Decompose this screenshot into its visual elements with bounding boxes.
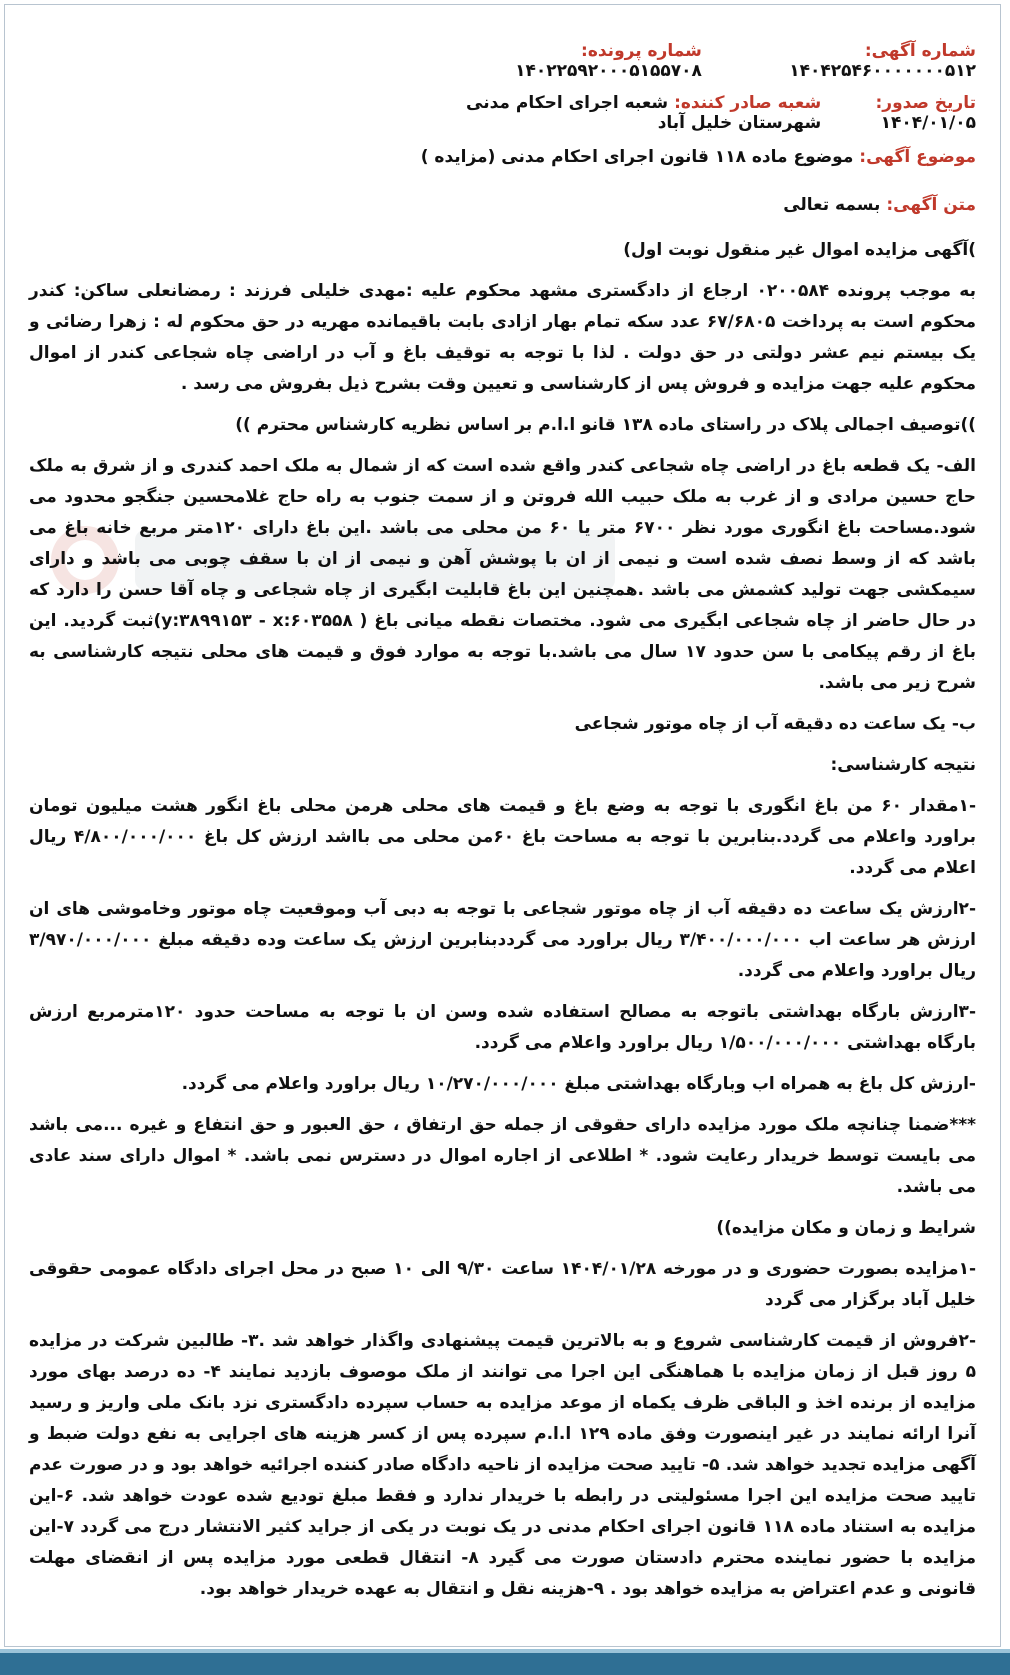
- paragraph-expert-title: نتیجه کارشناسی:: [830, 755, 976, 775]
- issue-date-label: تاریخ صدور:: [875, 93, 976, 113]
- text-label: متن آگهی:: [886, 195, 976, 215]
- paragraph-description-title: ))توصیف اجمالی پلاک در راستای ماده ۱۳۸ قانو ا.ا.م بر اساس نظریه کارشناس محترم )): [235, 415, 976, 435]
- paragraph-item-b: ب- یک ساعت ده دقیقه آب از چاه موتور شجاعی: [574, 714, 976, 734]
- bottom-bar: [0, 1649, 1010, 1675]
- file-number-value: ۱۴۰۲۲۵۹۲۰۰۰۵۱۵۵۷۰۸: [515, 61, 702, 81]
- paragraph-expert-3: -۳ارزش بارگاه بهداشتی باتوجه به مصالح استفاده شده وسن ان با توجه به مساحت حدود ۱۲۰مترمربع ارزش بارگاه بهداشتی ۱/۵۰۰/۰۰۰/۰۰۰ ریال براورد واعلام می گردد.: [29, 1002, 976, 1053]
- paragraph-condition-2: -۲فروش از قیمت کارشناسی شروع و به بالاترین قیمت پیشنهادی واگذار خواهد شد .۳- طالبین شرکت در مزایده ۵ روز قبل از زمان مزایده با هماهنگی این اجرا می توانند از ملک موصوف بازدید نمایند ۴- ده درصد بهای مورد مزایده از برنده اخذ و الباقی ظرف یکماه از موعد مزایده به حساب سپرده دادگستری نزد بانک ملی واریز و رسید آنرا ارائه نمایند در غیر اینصورت وفق ماده ۱۲۹ ا.ا.م سپرده پس از کسر هزینه های اجرایی به نفع دولت ضبط و آگهی مزایده تجدید خواهد شد. ۵- تایید صحت مزایده از ناحیه دادگاه صادر کننده اجرائیه خواهد بود و در صورت عدم تایید صحت مزایده این اجرا مسئولیتی در رابطه با خریدار ندارد و فقط مبلغ تودیع شده عودت خواهد شد. ۶-این مزایده به استناد ماده ۱۱۸ قانون اجرای احکام مدنی در یک نوبت در یکی از جراید کثیر الانتشار درج می گردد ۷-این مزایده با حضور نماینده محترم دادستان صورت می گیرد ۸- انتقال قطعی مورد مزایده پس از انقضای مهلت قانونی و عدم اعتراض به مزایده خواهد بود . ۹-هزینه نقل و انتقال به عهده خریدار خواهد بود.: [29, 1331, 977, 1599]
- paragraph-expert-1: -۱مقدار ۶۰ من باغ انگوری با توجه به وضع باغ و قیمت های محلی هرمن محلی باغ انگور هشت میلیون تومان براورد واعلام می گردد.بنابرین با توجه به مساحت باغ ۶۰من محلی می بااشد ارزش کل باغ ۴/۸۰۰/۰۰۰/۰۰۰ ریال اعلام می گردد.: [29, 796, 977, 878]
- paragraph-item-a: الف- یک قطعه باغ در اراضی چاه شجاعی کندر واقع شده است که از شمال به ملک احمد کندری و از شرق به ملک حاج حسین مرادی و از غرب به ملک حبیب الله فروتن و از سمت جنوب به راه حاج غلامحسین جنگجو محدود می شود.مساحت باغ انگوری مورد نظر ۶۷۰۰ متر یا ۶۰ من محلی می باشد .این باغ دارای ۱۲۰متر مربع خانه باغ می باشد که از وسط نصف شده است و نیمی از ان با پوشش آهن و نیمی از ان با سقف چوبی می باشد و دارای سیمکشی جهت تولید کشمش می باشد .همچنین این باغ قابلیت ابگیری از چاه شجاعی و چاه آقا حسن را دارد که در حال حاضر از چاه شجاعی ابگیری می شود. مختصات نقطه میانی باغ ( y:۳۸۹۹۱۵۳ - x:۶۰۳۵۵۸)ثبت گردید. این باغ از رقم پیکامی با سن حدود ۱۷ سال می باشد.با توجه به موارد فوق و قیمت های محلی نتیجه کارشناسی به شرح زیر می باشد.: [29, 456, 976, 693]
- document-frame: [4, 4, 1001, 1647]
- notice-body: [29, 41, 976, 1615]
- issuer-value: شعبه اجرای احکام مدنی شهرستان خلیل آباد: [466, 93, 822, 133]
- subject-label: موضوع آگهی:: [859, 147, 976, 167]
- paragraph-case: به موجب پرونده ۰۲۰۰۵۸۴ ارجاع از دادگستری مشهد محکوم علیه :مهدی خلیلی فرزند : رمضانعلی ساکن: کندر محکوم است به پرداخت ۶۷/۶۸۰۵ عدد سکه تمام بهار ازادی بابت باقیمانده مهریه در حق محکوم له : زهرا رضائی و یک بیستم نیم عشر دولتی در حق دولت . لذا با توجه به توقیف باغ و آب در اراضی چاه شجاعی کندر از اموال محکوم علیه جهت مزایده و فروش پس از کارشناسی و تعیین وقت بشرح ذیل بفروش می رسد .: [29, 281, 977, 394]
- issuer: [419, 93, 821, 133]
- text-header: [29, 195, 976, 235]
- subject-value: موضوع ماده ۱۱۸ قانون اجرای احکام مدنی (مزایده ): [420, 147, 854, 167]
- issue-date: [821, 93, 976, 133]
- subject: [29, 147, 976, 195]
- paragraph-rights-note: ***ضمنا چنانچه ملک مورد مزایده دارای حقوقی از جمله حق ارتفاق ، حق العبور و حق انتفاع و غیره ...می باشد می بایست توسط خریدار رعایت شود. * اطلاعی از اجاره اموال در دسترس نمی باشد. * اموال دارای سند عادی می باشد.: [29, 1115, 976, 1197]
- paragraph-conditions-title: شرایط و زمان و مکان مزایده)): [716, 1218, 976, 1238]
- paragraph-condition-1: -۱مزایده بصورت حضوری و در مورخه ۱۴۰۴/۰۱/۲۸ ساعت ۹/۳۰ الی ۱۰ صبح در محل اجرای دادگاه عمومی حقوقی خلیل آباد برگزار می گردد: [29, 1259, 977, 1310]
- file-number-label: شماره پرونده:: [581, 41, 702, 61]
- text-intro: بسمه تعالی: [783, 195, 881, 215]
- ad-number-label: شماره آگهی:: [864, 41, 976, 61]
- meta-row-2: [29, 93, 976, 145]
- paragraph-expert-2: -۲ارزش یک ساعت ده دقیقه آب از چاه موتور شجاعی با توجه به دبی آب وموقعیت چاه موتور وخاموشی های ان ارزش هر ساعت اب ۳/۴۰۰/۰۰۰/۰۰۰ ریال براورد می گرددبنابرین ارزش یک ساعت وده دقیقه مبلغ ۳/۹۷۰/۰۰۰/۰۰۰ ریال براورد واعلام می گردد.: [29, 899, 976, 981]
- ad-number-value: ۱۴۰۴۲۵۴۶۰۰۰۰۰۰۰۵۱۲: [789, 61, 976, 81]
- file-number: [419, 41, 702, 81]
- bottom-bar-stripe: [0, 1649, 1010, 1653]
- meta-row-1: [29, 41, 976, 93]
- ad-number: [702, 41, 976, 81]
- issue-date-value: ۱۴۰۴/۰۱/۰۵: [880, 113, 976, 133]
- paragraph-title: )آگهی مزایده اموال غیر منقول نوبت اول): [623, 240, 976, 260]
- issuer-label: شعبه صادر کننده:: [674, 93, 822, 113]
- paragraph-total: -ارزش کل باغ به همراه اب وبارگاه بهداشتی مبلغ ۱۰/۲۷۰/۰۰۰/۰۰۰ ریال براورد واعلام می گردد.: [181, 1074, 976, 1094]
